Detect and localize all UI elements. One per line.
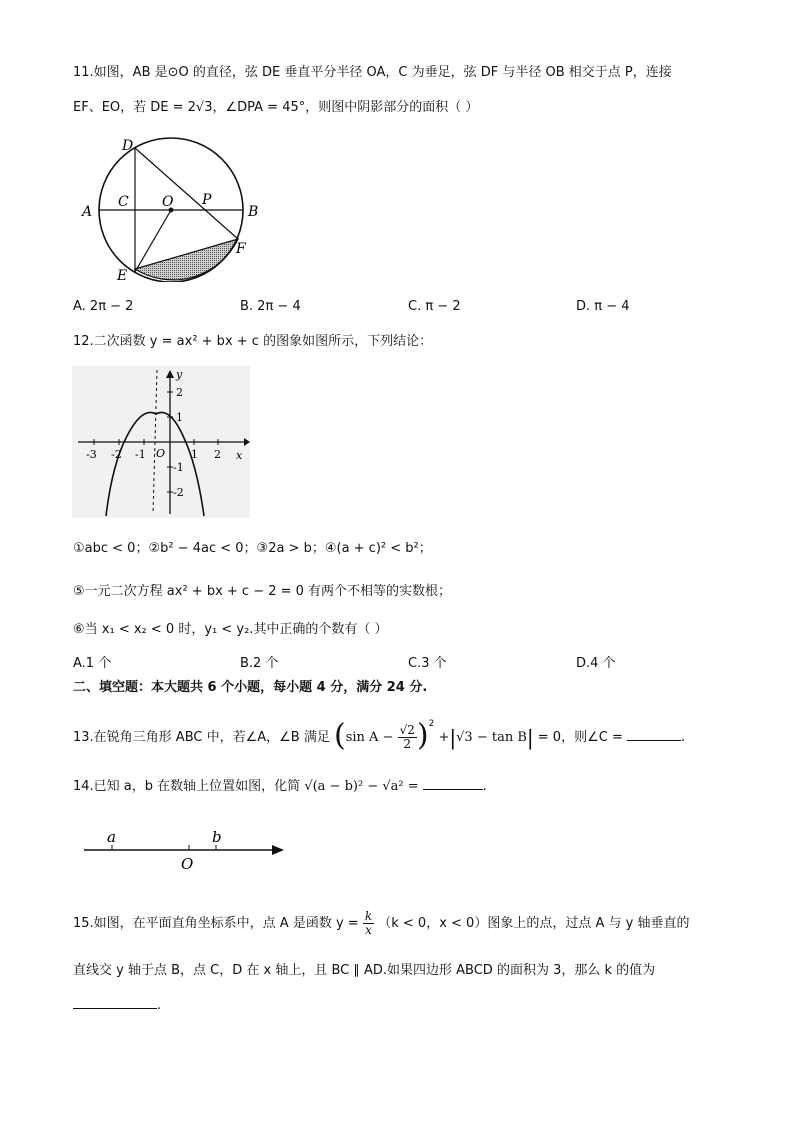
q15-fraction — [363, 910, 374, 937]
label-e: E — [117, 268, 128, 282]
y-tick-1: 1 — [176, 411, 183, 424]
q11-option-a: A. 2π − 2 — [73, 299, 134, 314]
q12-conclusion-5: ⑤一元二次方程 ax² + bx + c − 2 = 0 有两个不相等的实数根； — [73, 584, 452, 599]
point-b-label: b — [212, 828, 222, 846]
point-a-label: a — [107, 828, 116, 846]
q13-post: = 0，则∠C = — [537, 730, 623, 745]
q12-option-c: C.3 个 — [408, 656, 447, 671]
x-tick-neg1: -1 — [135, 448, 146, 461]
q11-option-d: D. π − 4 — [576, 299, 630, 314]
q12-option-b: B.2 个 — [240, 656, 279, 671]
q11-option-b: B. 2π − 4 — [240, 299, 301, 314]
origin-o-label: O — [181, 855, 194, 873]
q13-abs: √3 − tan B — [456, 730, 527, 745]
q13-exponent: 2 — [428, 718, 435, 729]
label-p: P — [202, 192, 212, 208]
q12-graph-figure — [72, 366, 250, 518]
origin-label: O — [156, 447, 166, 460]
parabola — [106, 412, 204, 516]
label-d: D — [122, 138, 134, 154]
q14-number-line — [82, 824, 288, 874]
q13-frac-den: 2 — [403, 737, 412, 751]
q12-conclusions-1-4: ①abc < 0；②b² − 4ac < 0；③2a > b；④(a + c)² < b²； — [73, 541, 432, 556]
q15-line3 — [73, 996, 161, 1015]
q14-expr: √(a − b)² − √a² = — [304, 779, 419, 794]
q13-sin-a: sin A − — [345, 730, 394, 745]
q15-line1 — [73, 910, 689, 937]
x-tick-1: 1 — [191, 448, 198, 461]
q13-answer-blank[interactable] — [627, 728, 681, 741]
q11-line1: 11.如图，AB 是⊙O 的直径，弦 DE 垂直平分半径 OA，C 为垂足，弦 DF 与半径 OB 相交于点 P，连接 — [73, 65, 672, 80]
q13-end: . — [680, 730, 686, 745]
q14-answer-blank[interactable] — [423, 777, 483, 790]
x-axis-arrow — [244, 438, 250, 446]
x-tick-neg2: -2 — [111, 448, 122, 461]
q13-line: 13.在锐角三角形 ABC 中，若∠A，∠B 满足 (sin A − $\frac{√2}{2}$ )$^2$ +|√3 − tan B| = 0，则∠C = . — [73, 717, 686, 753]
q11-option-c: C. π − 2 — [408, 299, 461, 314]
y-axis-arrow — [166, 370, 174, 378]
x-axis-label: x — [236, 449, 243, 462]
q15-line1-post: （k < 0，x < 0）图象上的点，过点 A 与 y 轴垂直的 — [378, 916, 690, 931]
q14-line — [73, 777, 487, 796]
q12-stem: 12.二次函数 y = ax² + bx + c 的图象如图所示，下列结论： — [73, 334, 433, 349]
q15-line2: 直线交 y 轴于点 B，点 C，D 在 x 轴上，且 BC ∥ AD.如果四边形 ABCD 的面积为 3，那么 k 的值为 — [73, 963, 656, 978]
y-tick-neg2: -2 — [173, 486, 184, 499]
q15-frac-num: k — [364, 909, 373, 923]
q11-circle-figure — [78, 132, 268, 282]
q14-end: . — [482, 779, 487, 794]
x-tick-neg3: -3 — [86, 448, 97, 461]
y-tick-neg1: -1 — [173, 461, 184, 474]
q15-frac-den: x — [365, 923, 372, 937]
q13-frac-num: √2 — [399, 723, 415, 737]
label-c: C — [118, 194, 129, 210]
q14-pre: 14.已知 a，b 在数轴上位置如图，化简 — [73, 779, 301, 794]
q12-option-a: A.1 个 — [73, 656, 112, 671]
q13-pre: 13.在锐角三角形 ABC 中，若∠A，∠B 满足 — [73, 730, 330, 745]
x-tick-2: 2 — [214, 448, 221, 461]
q11-line2: EF、EO，若 DE = 2√3，∠DPA = 45°，则图中阴影部分的面积（ ） — [73, 100, 479, 115]
label-f: F — [236, 241, 246, 257]
q15-answer-blank[interactable] — [73, 996, 157, 1009]
y-axis-label: y — [176, 368, 183, 381]
label-o: O — [162, 194, 174, 210]
q15-line1-pre: 15.如图，在平面直角坐标系中，点 A 是函数 y = — [73, 916, 359, 931]
label-b: B — [248, 204, 259, 220]
q12-conclusion-6: ⑥当 x₁ < x₂ < 0 时，y₁ < y₂.其中正确的个数有（ ） — [73, 622, 388, 637]
q12-option-d: D.4 个 — [576, 656, 616, 671]
section-heading: 二、填空题：本大题共 6 个小题，每小题 4 分，满分 24 分. — [73, 680, 428, 695]
y-tick-2: 2 — [176, 386, 183, 399]
chord-df — [135, 148, 238, 239]
q15-end: . — [157, 998, 162, 1013]
q13-fraction — [398, 724, 417, 751]
label-a: A — [82, 204, 93, 220]
number-line-arrow — [272, 845, 284, 855]
